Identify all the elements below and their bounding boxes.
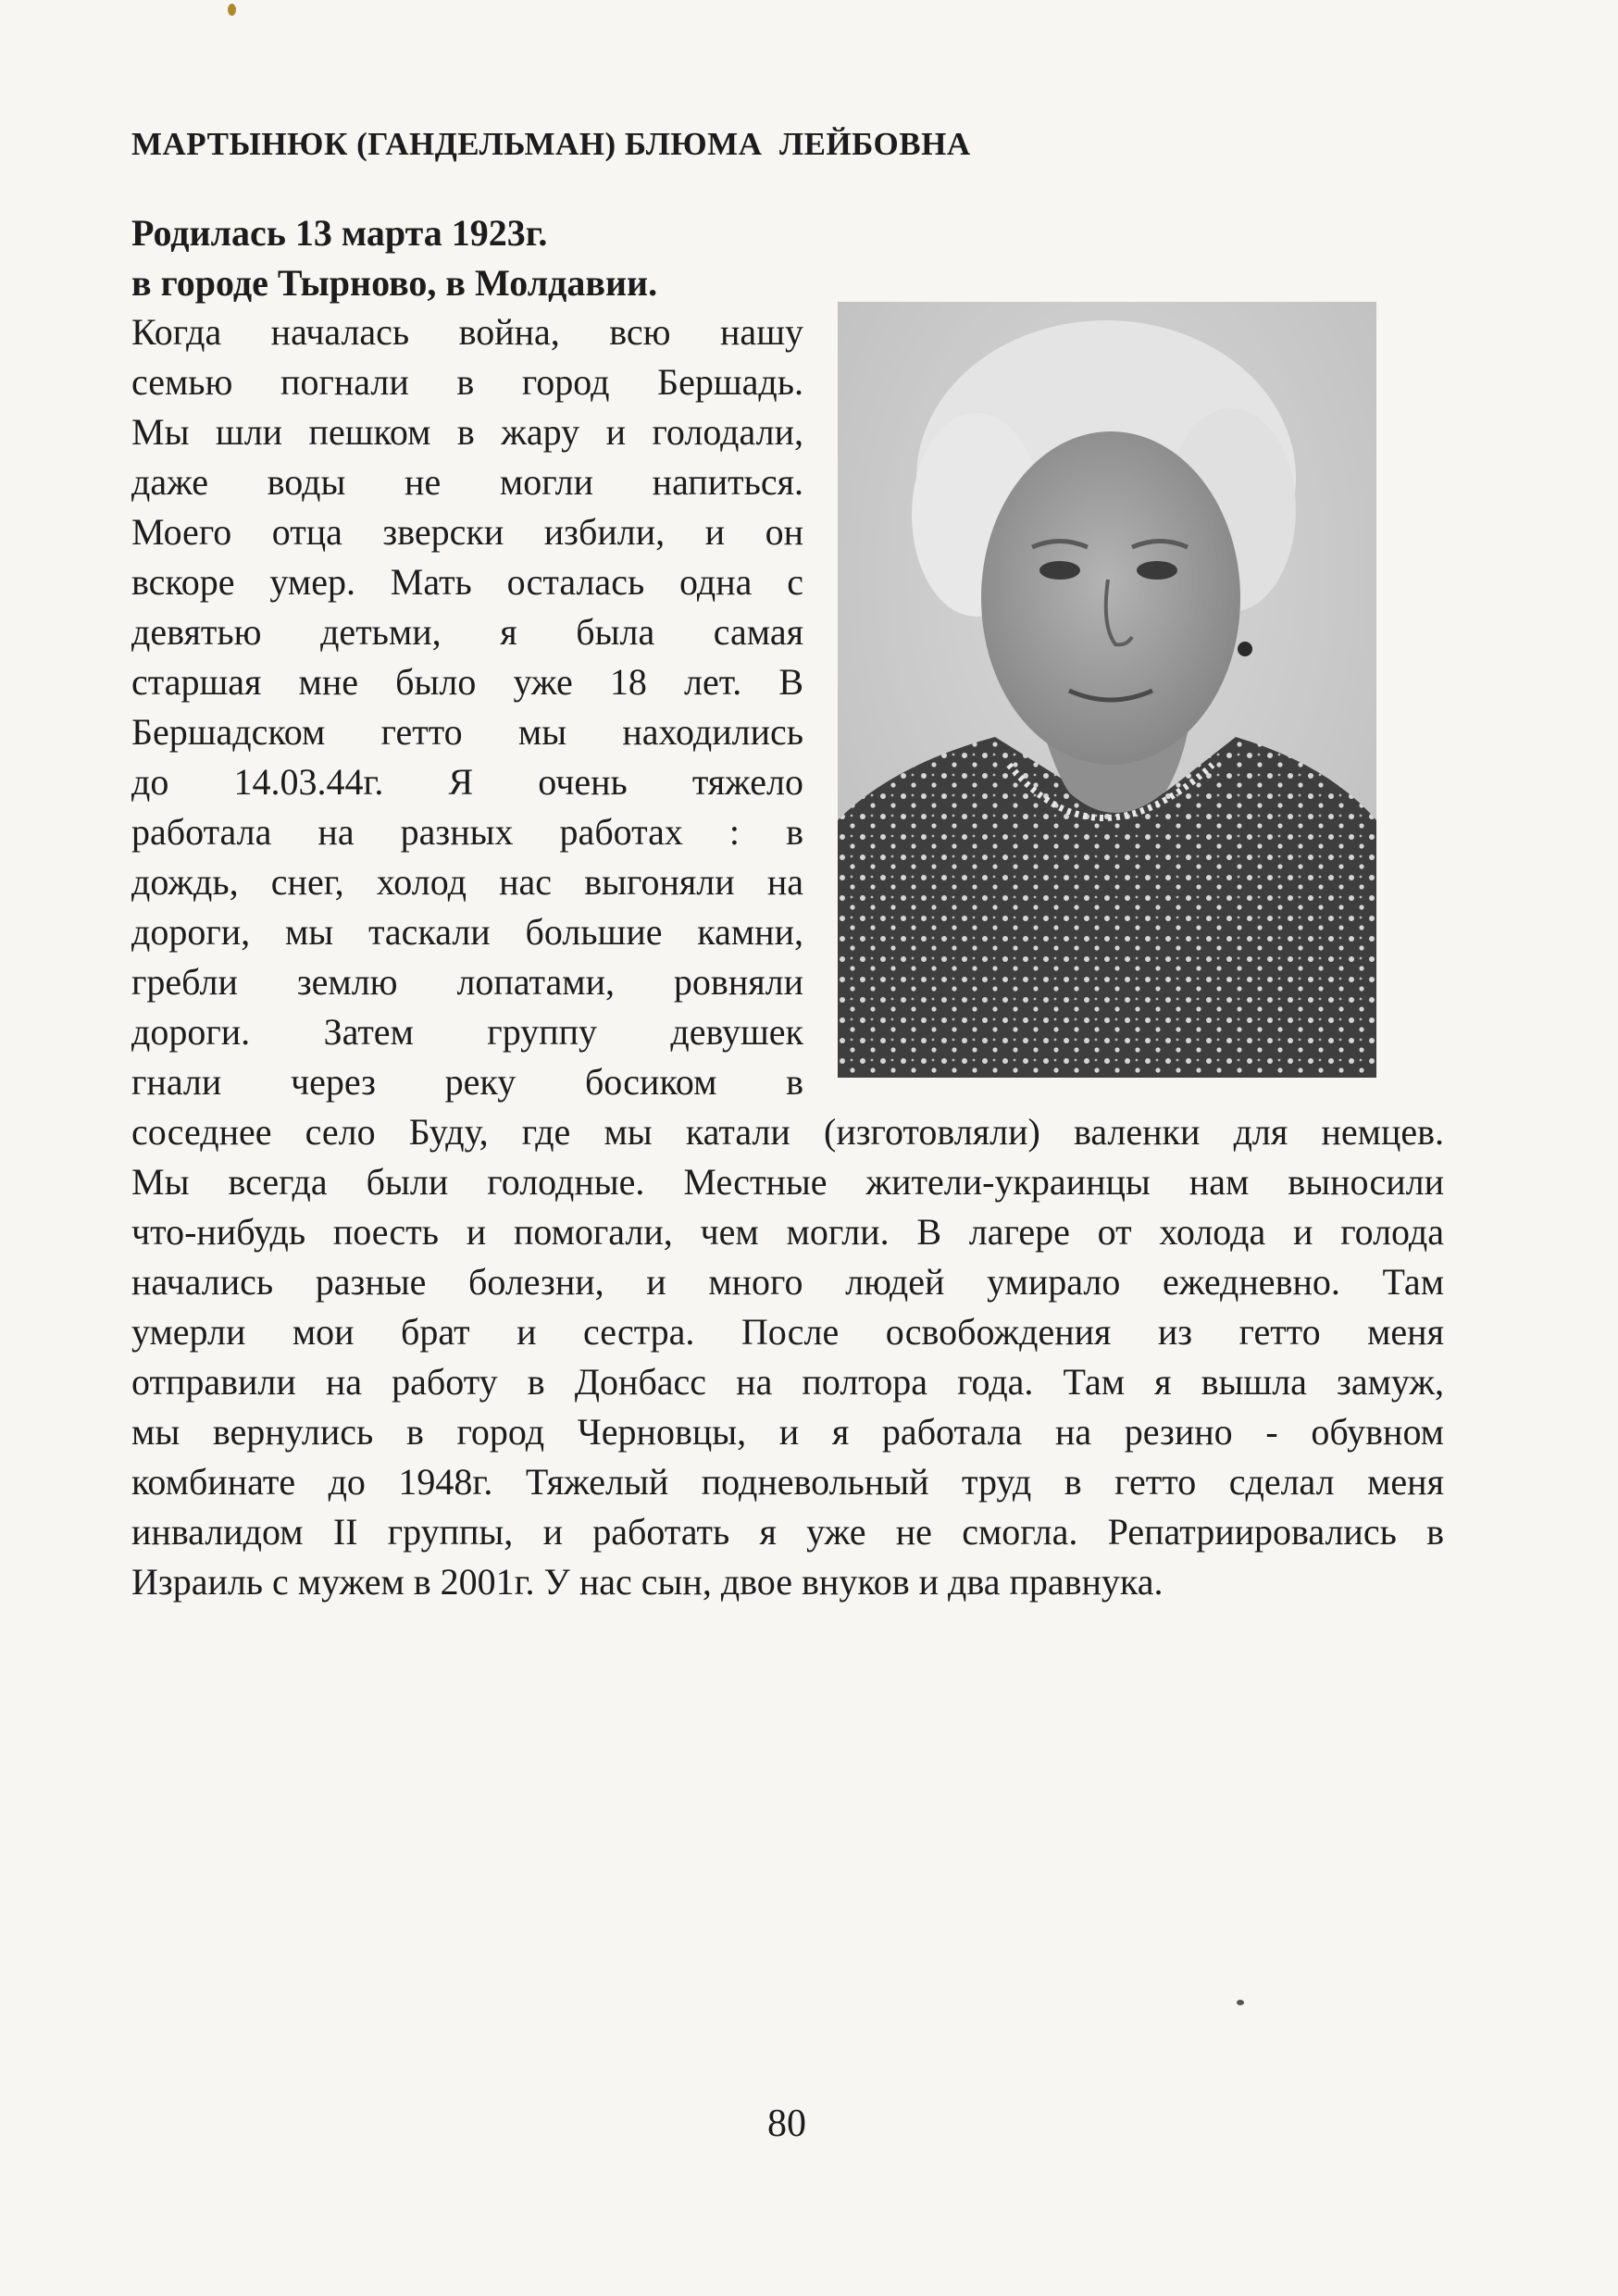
text-line: соседнее село Буду, где мы катали (изготовляли) валенки для немцев. [131,1111,1444,1153]
birth-place-line: в городе Тырново, в Молдавии. [131,262,658,304]
page-number: 80 [767,2103,806,2145]
text-line: отправили на работу в Донбасс на полтора года. Там я вышла замуж, [131,1361,1444,1403]
text-line: начались разные болезни, и много людей умирало ежедневно. Там [131,1261,1444,1303]
portrait-photo [838,302,1376,1078]
text-line: что-нибудь поесть и помогали, чем могли. В лагере от холода и голода [131,1211,1444,1253]
story-text-beside-photo [131,307,803,1107]
text-line: дождь, снег, холод нас выгоняли на [131,861,803,903]
text-line: дороги. Затем группу девушек [131,1011,803,1053]
paper-speck [228,4,236,16]
text-line: Бершадском гетто мы находились [131,711,803,753]
text-line: Мы всегда были голодные. Местные жители-украинцы нам выносили [131,1161,1444,1203]
text-line: дороги, мы таскали большие камни, [131,911,803,953]
text-line: старшая мне было уже 18 лет. В [131,661,803,703]
text-line: инвалидом II группы, и работать я уже не смогла. Репатриировались в [131,1511,1444,1553]
text-line: работала на разных работах : в [131,811,803,853]
portrait-illustration [838,302,1376,1078]
text-line: Моего отца зверски избили, и он [131,511,803,553]
text-line: гребли землю лопатами, ровняли [131,961,803,1003]
text-line: до 14.03.44г. Я очень тяжело [131,761,803,803]
text-line: умерли мои брат и сестра. После освобождения из гетто меня [131,1311,1444,1353]
paper-speck [1237,2000,1244,2005]
text-line: девятью детьми, я была самая [131,611,803,653]
text-line: даже воды не могли напиться. [131,461,803,503]
text-line: Израиль с мужем в 2001г. У нас сын, двое внуков и два правнука. [131,1561,1164,1603]
text-line: семью погнали в город Бершадь. [131,361,803,403]
text-line: мы вернулись в город Черновцы, и я работала на резино - обувном [131,1411,1444,1453]
birth-date-line: Родилась 13 марта 1923г. [131,212,548,254]
text-line: Когда началась война, всю нашу [131,311,803,353]
text-line: вскоре умер. Мать осталась одна с [131,561,803,603]
story-text-full-width [131,1107,1444,1607]
text-line: гнали через реку босиком в [131,1061,803,1103]
text-line: Мы шли пешком в жару и голодали, [131,411,803,453]
person-name-heading: МАРТЫНЮК (ГАНДЕЛЬМАН) БЛЮМА ЛЕЙБОВНА [131,126,971,162]
text-line: комбинате до 1948г. Тяжелый подневольный труд в гетто сделал меня [131,1461,1444,1503]
